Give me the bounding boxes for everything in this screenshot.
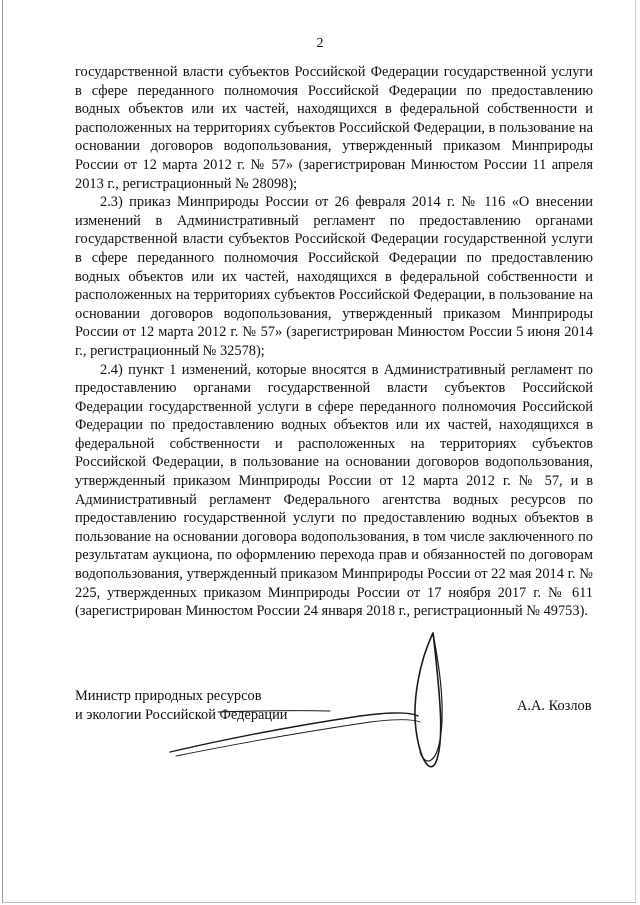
document-body (75, 63, 593, 621)
signature-block (75, 687, 595, 724)
signatory-title-line-2: и экологии Российской Федерации (75, 706, 288, 723)
page-number: 2 (316, 36, 324, 51)
signatory-title-line-1: Министр природных ресурсов (75, 688, 262, 704)
paragraph-item-2-4: 2.4) пункт 1 изменений, которые вносятся в Административный регламент по предоставлению органами государственной власти субъектов Российской Федерации государственной услуги в сфере переданного полномочия Российской Федерации по предоставлению водных объектов или их частей, находящихся в федеральной собственности и расположенных на территориях субъектов Российской Федерации, в пользование на основании договоров водопользования, утвержденный приказом Минприроды России от 12 марта 2012 г. № 57, и в Административный регламент Федерального агентства водных ресурсов по предоставлению государственной услуги по предоставлению водных объектов в пользование на основании договора водопользования, в том числе заключенного по результатам аукциона, по оформлению перехода прав и обязанностей по договорам водопользования, утвержденный приказом Минприроды России от 22 мая 2014 г. № 225, утвержденных приказом Минприроды России от 17 ноября 2017 г. № 611 (зарегистрирован Минюстом России 24 января 2018 г., регистрационный № 49753). (75, 361, 593, 620)
paragraph-item-2-3: 2.3) приказ Минприроды России от 26 февраля 2014 г. № 116 «О внесении изменений в Административный регламент по предоставлению органами государственной власти субъектов Российской Федерации государственной услуги в сфере переданного полномочия Российской Федерации по предоставлению водных объектов или их частей, находящихся в федеральной собственности и расположенных на территориях субъектов Российской Федерации, в пользование на основании договоров водопользования, утвержденный приказом Минприроды России от 12 марта 2012 г. № 57» (зарегистрирован Минюстом России 5 июня 2014 г., регистрационный № 32578); (75, 194, 593, 359)
paragraph-continuation: государственной власти субъектов Российской Федерации государственной услуги в сфере переданного полномочия Российской Федерации по предоставлению водных объектов или их частей, находящихся в федеральной собственности и расположенных на территориях субъектов Российской Федерации, в пользование на основании договоров водопользования, утвержденный приказом Минприроды России от 12 марта 2012 г. № 57» (зарегистрирован Минюстом России 11 апреля 2013 г., регистрационный № 28098); (75, 64, 593, 192)
signatory-name: А.А. Козлов (517, 698, 592, 714)
